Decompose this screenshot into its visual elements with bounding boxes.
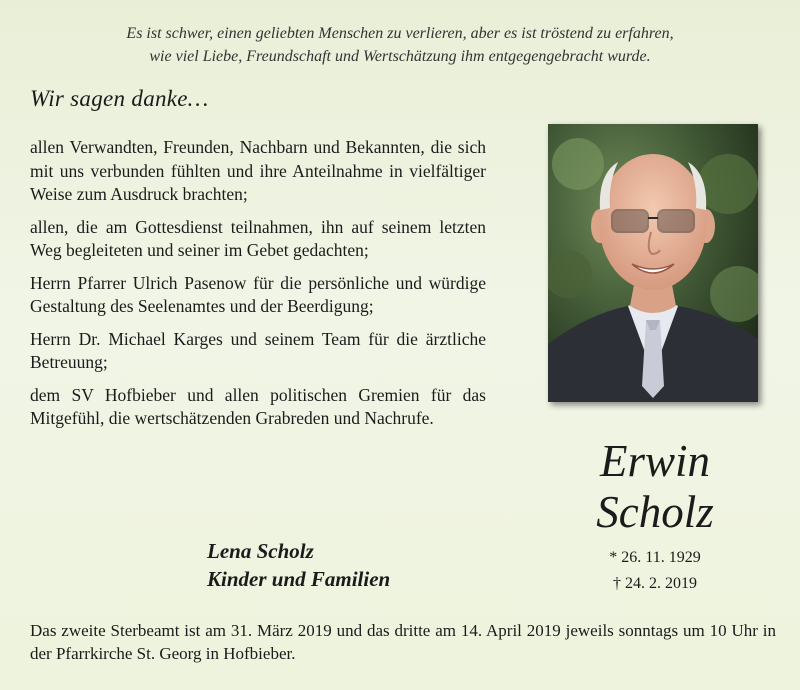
intro-quote: [40, 22, 760, 68]
thanks-paragraph: dem SV Hofbieber und allen politischen Gremien für das Mitgefühl, die wertschätzenden Grabreden und Nachrufe.: [30, 384, 486, 428]
thanks-paragraph: allen, die am Gottesdienst teilnahmen, ihn auf seinem letzten Weg begleiteten und seiner im Gebet gedachten;: [30, 216, 486, 260]
thanks-list: [30, 136, 486, 440]
signers: [207, 537, 390, 593]
deceased-last-name: Scholz: [596, 487, 714, 537]
intro-quote-line-2: wie viel Liebe, Freundschaft und Wertschätzung ihm entgegengebracht wurde.: [149, 48, 651, 65]
thanks-paragraph: allen Verwandten, Freunden, Nachbarn und Bekannten, die sich mit uns verbunden fühlten und ihre Anteilnahme in vielfältiger Weise zum Ausdruck brachten;: [30, 137, 486, 204]
portrait-photo: [548, 124, 758, 402]
signer-line-1: Lena Scholz: [207, 539, 314, 563]
portrait-image: [548, 124, 758, 402]
intro-quote-line-1: Es ist schwer, einen geliebten Menschen zu verlieren, aber es ist tröstend zu erfahren,: [126, 25, 674, 42]
life-dates: [555, 545, 755, 597]
deceased-first-name: Erwin: [599, 436, 711, 486]
service-notice: Das zweite Sterbeamt ist am 31. März 2019 und das dritte am 14. April 2019 jeweils sonntags um 10 Uhr in der Pfarrkirche St. Georg in Hofbieber.: [30, 621, 776, 663]
signer-line-2: Kinder und Familien: [207, 567, 391, 591]
thanks-heading: Wir sagen danke…: [30, 86, 209, 111]
death-date: † 24. 2. 2019: [613, 575, 697, 592]
thanks-paragraph: Herrn Pfarrer Ulrich Pasenow für die persönliche und würdige Gestaltung des Seelenamtes und der Beerdigung;: [30, 272, 486, 316]
deceased-name: [555, 436, 755, 538]
birth-date: * 26. 11. 1929: [609, 549, 701, 566]
thanks-paragraph: Herrn Dr. Michael Karges und seinem Team für die ärztliche Betreuung;: [30, 328, 486, 372]
